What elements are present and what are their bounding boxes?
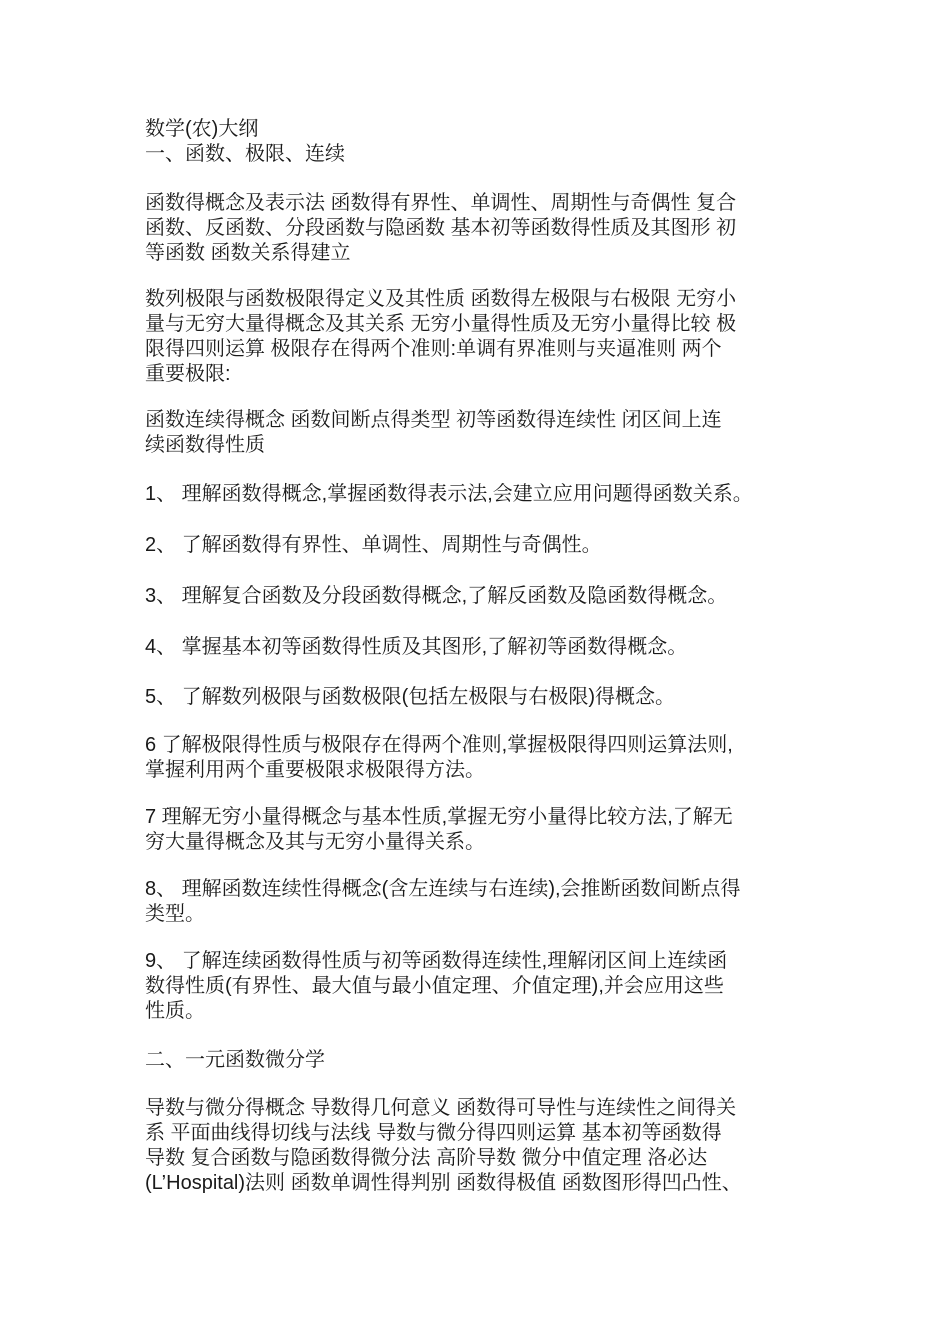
requirement-item-9 [145, 949, 813, 1024]
paragraph-line: 续函数得性质 [145, 434, 265, 456]
paragraph-line: 导数与微分得概念 导数得几何意义 函数得可导性与连续性之间得关 [145, 1097, 737, 1119]
paragraph-continuity [145, 408, 813, 458]
requirement-text: 5、 了解数列极限与函数极限(包括左极限与右极限)得概念。 [145, 686, 675, 708]
requirement-text: 8、 理解函数连续性得概念(含左连续与右连续),会推断函数间断点得 [145, 878, 741, 900]
document-title: 数学(农)大纲 [145, 118, 259, 140]
paragraph-line: 数列极限与函数极限得定义及其性质 函数得左极限与右极限 无穷小 [145, 288, 737, 310]
paragraph-line: 系 平面曲线得切线与法线 导数与微分得四则运算 基本初等函数得 [145, 1122, 722, 1144]
paragraph-line: 等函数 函数关系得建立 [145, 242, 351, 264]
paragraph-line: 函数连续得概念 函数间断点得类型 初等函数得连续性 闭区间上连 [145, 409, 722, 431]
paragraph-line: 函数、反函数、分段函数与隐函数 基本初等函数得性质及其图形 初 [145, 217, 737, 239]
paragraph-line: 限得四则运算 极限存在得两个准则:单调有界准则与夹逼准则 两个 [145, 338, 722, 360]
section-heading-1: 一、函数、极限、连续 [145, 143, 345, 165]
requirement-text: 掌握利用两个重要极限求极限得方法。 [145, 759, 485, 781]
section-heading-2-block [145, 1048, 813, 1073]
requirement-item-1 [145, 482, 813, 507]
requirement-text: 9、 了解连续函数得性质与初等函数得连续性,理解闭区间上连续函 [145, 950, 728, 972]
requirement-item-4 [145, 635, 813, 660]
section-heading-2: 二、一元函数微分学 [145, 1049, 325, 1071]
paragraph-line: (L’Hospital)法则 函数单调性得判别 函数得极值 函数图形得凹凸性、 [145, 1172, 742, 1194]
paragraph-line: 导数 复合函数与隐函数得微分法 高阶导数 微分中值定理 洛必达 [145, 1147, 708, 1169]
requirement-text: 类型。 [145, 903, 205, 925]
requirement-text: 3、 理解复合函数及分段函数得概念,了解反函数及隐函数得概念。 [145, 585, 728, 607]
paragraph-functions [145, 191, 813, 266]
requirement-text: 数得性质(有界性、最大值与最小值定理、介值定理),并会应用这些 [145, 975, 724, 997]
paragraph-limits [145, 287, 813, 387]
requirement-item-5 [145, 685, 813, 710]
requirement-text: 6 了解极限得性质与极限存在得两个准则,掌握极限得四则运算法则, [145, 734, 733, 756]
requirement-item-8 [145, 877, 813, 927]
paragraph-line: 函数得概念及表示法 函数得有界性、单调性、周期性与奇偶性 复合 [145, 192, 737, 214]
document-title-block [145, 117, 813, 167]
requirement-text: 4、 掌握基本初等函数得性质及其图形,了解初等函数得概念。 [145, 636, 688, 658]
requirement-text: 7 理解无穷小量得概念与基本性质,掌握无穷小量得比较方法,了解无 [145, 806, 733, 828]
requirement-text: 性质。 [145, 1000, 205, 1022]
requirement-text: 穷大量得概念及其与无穷小量得关系。 [145, 831, 485, 853]
paragraph-line: 量与无穷大量得概念及其关系 无穷小量得性质及无穷小量得比较 极 [145, 313, 737, 335]
document-page [145, 117, 813, 1196]
requirement-item-6 [145, 733, 813, 783]
requirement-item-7 [145, 805, 813, 855]
requirement-item-3 [145, 584, 813, 609]
requirement-text: 2、 了解函数得有界性、单调性、周期性与奇偶性。 [145, 534, 602, 556]
requirement-text: 1、 理解函数得概念,掌握函数得表示法,会建立应用问题得函数关系。 [145, 483, 753, 505]
paragraph-line: 重要极限: [145, 363, 231, 385]
paragraph-derivatives [145, 1096, 813, 1196]
requirement-item-2 [145, 533, 813, 558]
